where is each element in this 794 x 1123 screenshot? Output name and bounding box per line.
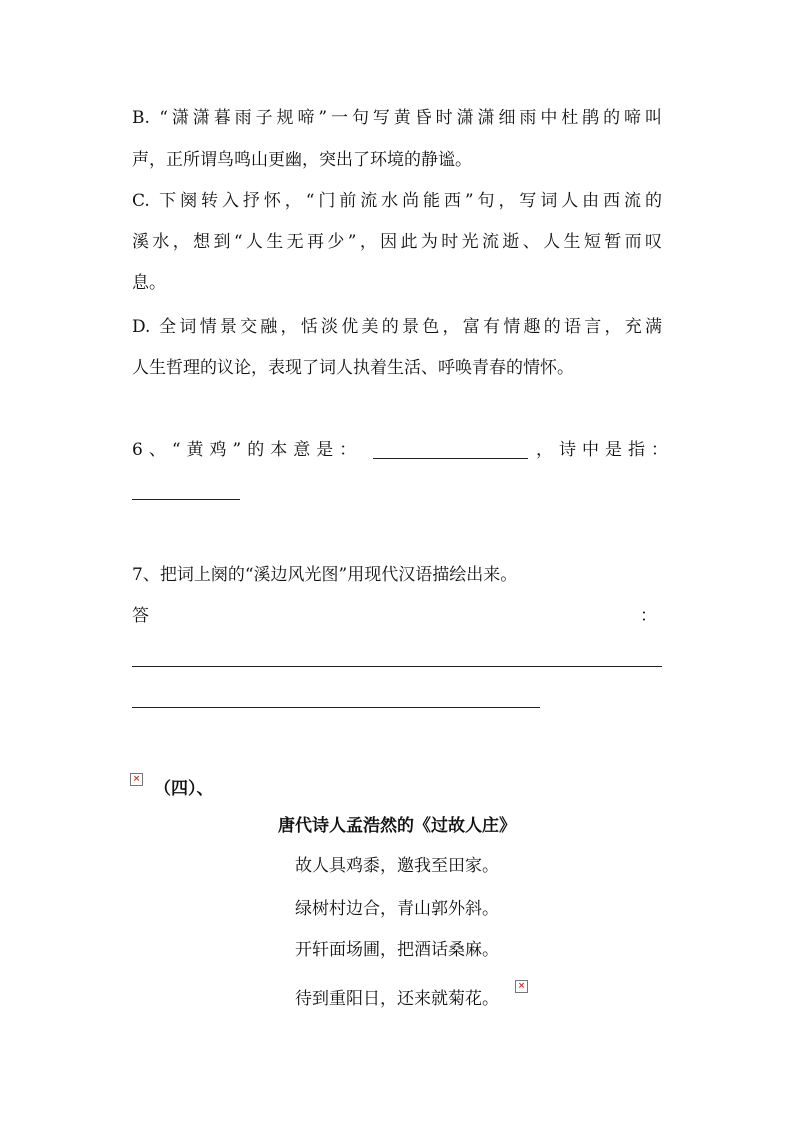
poem-line-4: 待到重阳日，还来就菊花。 [295,989,499,1009]
option-b-line-1: B. “潇潇暮雨子规啼”一句写黄昏时潇潇细雨中杜鹃的啼叫 [132,108,662,128]
option-b-line-2: 声，正所谓鸟鸣山更幽，突出了环境的静谧。 [132,150,472,170]
q6-blank-2[interactable] [132,499,240,500]
poem-line-3: 开轩面场圃，把酒话桑麻。 [295,940,499,960]
q6-blank-1[interactable] [373,458,528,459]
broken-image-icon: × [130,773,143,786]
q7-answer-colon: ： [640,606,657,626]
poem-line-2: 绿树村边合，青山郭外斜。 [295,899,499,919]
option-c-line-3: 息。 [132,273,166,293]
broken-image-icon-2: × [515,980,528,993]
option-c-line-1: C. 下阕转入抒怀，“门前流水尚能西”句，写词人由西流的 [132,191,662,211]
q7-prompt: 7、把词上阕的“溪边风光图”用现代汉语描绘出来。 [132,565,518,585]
option-d-line-2: 人生哲理的议论，表现了词人执着生活、呼唤青春的情怀。 [132,358,574,378]
q6-middle: ，诗中是指： [536,440,674,460]
q6-prefix: 6、“黄鸡”的本意是： [132,440,363,460]
option-d-line-1: D. 全词情景交融，恬淡优美的景色，富有情趣的语言，充满 [132,317,662,337]
q7-answer-line-1[interactable] [132,666,662,667]
q7-answer-line-2[interactable] [132,707,540,708]
q7-answer-label: 答 [132,606,149,626]
poem-line-1: 故人具鸡黍，邀我至田家。 [295,856,499,876]
poem-title: 唐代诗人孟浩然的《过故人庄》 [278,816,516,836]
option-c-line-2: 溪水，想到“人生无再少”，因此为时光流逝、人生短暂而叹 [132,232,662,252]
section-4-label: （四）、 [154,779,214,799]
